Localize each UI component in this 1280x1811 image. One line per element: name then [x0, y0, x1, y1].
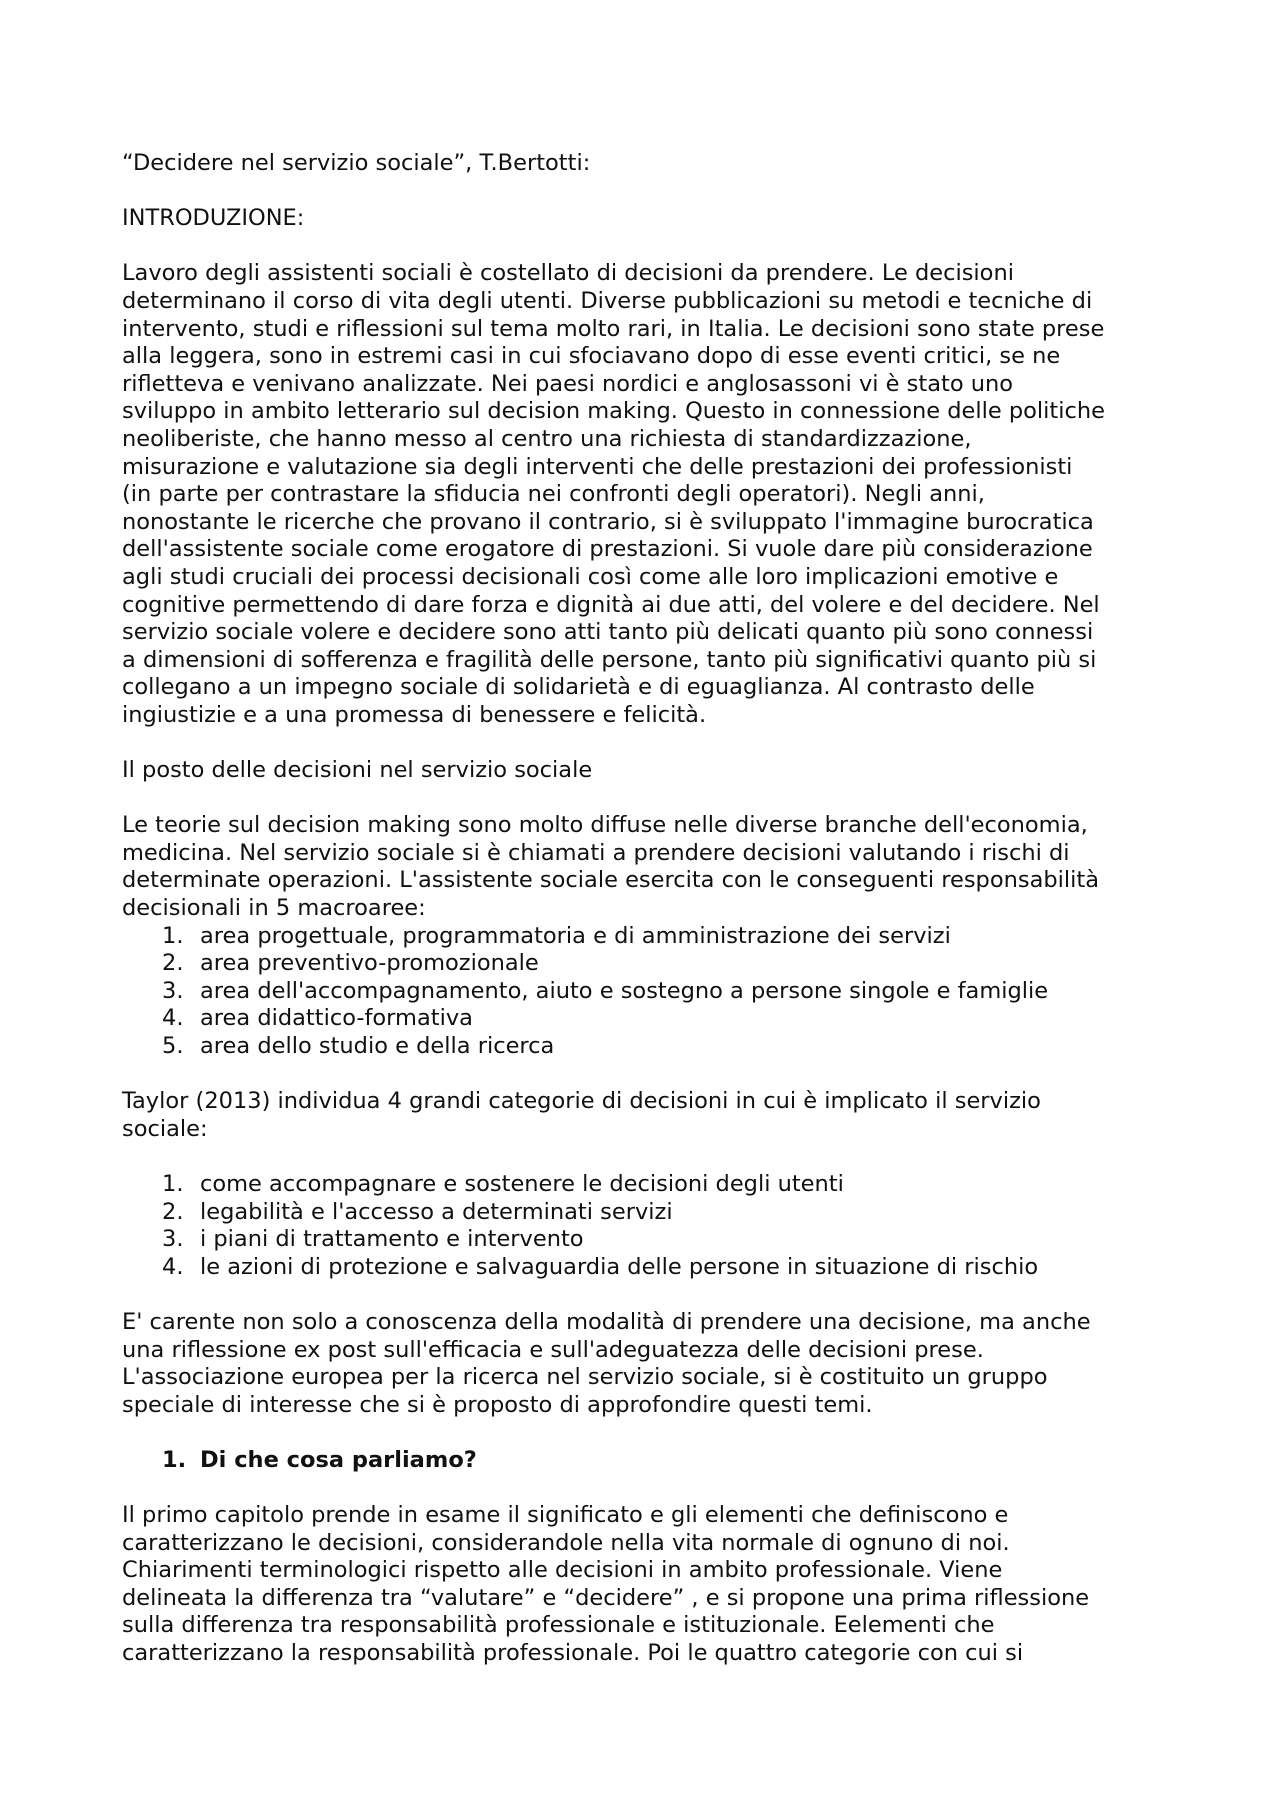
text-line: servizio sociale volere e decidere sono atti tanto più delicati quanto più sono connessi — [122, 619, 1094, 646]
text-line: Il primo capitolo prende in esame il significato e gli elementi che definiscono e — [122, 1502, 1009, 1529]
list-item — [122, 1033, 1182, 1061]
text-line: L'associazione europea per la ricerca nel servizio sociale, si è costituito un gruppo — [122, 1364, 1048, 1391]
taylor-paragraph — [122, 1088, 1182, 1143]
text-line: misurazione e valutazione sia degli interventi che delle prestazioni dei professionisti — [122, 453, 1073, 480]
list-text: le azioni di protezione e salvaguardia delle persone in situazione di rischio — [200, 1253, 1039, 1280]
list-number: 5. — [162, 1033, 184, 1059]
text-line: determinano il corso di vita degli utenti. Diverse pubblicazioni su metodi e tecniche di — [122, 287, 1093, 314]
list-item — [122, 1005, 1182, 1033]
text-line: dell'assistente sociale come erogatore di prestazioni. Si vuole dare più considerazione — [122, 536, 1093, 563]
chapter-number: 1. — [162, 1446, 187, 1473]
list-number: 1. — [162, 1170, 184, 1197]
text-line: sviluppo in ambito letterario sul decision making. Questo in connessione delle politiche — [122, 398, 1105, 425]
section-paragraph — [122, 812, 1182, 922]
chapter-text: Di che cosa parliamo? — [200, 1446, 477, 1473]
text-line: una riflessione ex post sull'efficacia e sull'adeguatezza delle decisioni prese. — [122, 1336, 984, 1363]
list-text: area progettuale, programmatoria e di amministrazione dei servizi — [200, 922, 951, 949]
list-item — [122, 1254, 1182, 1282]
list-text: area dell'accompagnamento, aiuto e sostegno a persone singole e famiglie — [200, 977, 1049, 1004]
text-line: intervento, studi e riflessioni sul tema molto rari, in Italia. Le decisioni sono state prese — [122, 315, 1105, 342]
macroareas-list — [122, 923, 1182, 1061]
list-item — [122, 978, 1182, 1006]
list-number: 2. — [162, 1198, 184, 1225]
chapter-title — [122, 1447, 1182, 1475]
text-line: neoliberiste, che hanno messo al centro una richiesta di standardizzazione, — [122, 425, 972, 452]
text-line: delineata la differenza tra “valutare” e “decidere” , e si propone una prima riflessione — [122, 1584, 1090, 1611]
list-number: 1. — [162, 922, 184, 949]
list-number: 4. — [162, 1005, 184, 1032]
text-line: collegano a un impegno sociale di solidarietà e di eguaglianza. Al contrasto delle — [122, 674, 1035, 701]
list-text: i piani di trattamento e intervento — [200, 1226, 584, 1253]
list-item — [122, 923, 1182, 951]
list-number: 3. — [162, 1226, 184, 1253]
categories-list — [122, 1171, 1182, 1281]
list-text: area dello studio e della ricerca — [200, 1033, 555, 1059]
list-number: 4. — [162, 1253, 184, 1280]
intro-paragraph — [122, 260, 1182, 729]
text-line: agli studi cruciali dei processi decisionali così come alle loro implicazioni emotive e — [122, 563, 1059, 590]
document-page — [122, 150, 1182, 1668]
text-line: speciale di interesse che si è proposto di approfondire questi temi. — [122, 1391, 873, 1418]
text-line: caratterizzano la responsabilità professionale. Poi le quattro categorie con cui si — [122, 1640, 1024, 1667]
intro-heading: INTRODUZIONE: — [122, 205, 305, 232]
section-heading: Il posto delle decisioni nel servizio sociale — [122, 757, 593, 784]
chapter-paragraph — [122, 1502, 1182, 1668]
text-line: determinate operazioni. L'assistente sociale esercita con le conseguenti responsabilità — [122, 867, 1100, 894]
text-line: cognitive permettendo di dare forza e dignità ai due atti, del volere e del decidere. Nel — [122, 591, 1100, 618]
text-line: Le teorie sul decision making sono molto diffuse nelle diverse branche dell'economia, — [122, 812, 1088, 839]
text-line: caratterizzano le decisioni, considerandole nella vita normale di ognuno di noi. — [122, 1529, 1010, 1556]
chapter-heading — [122, 1447, 1182, 1475]
list-text: legabilità e l'accesso a determinati servizi — [200, 1198, 673, 1225]
text-line: Chiarimenti terminologici rispetto alle decisioni in ambito professionale. Viene — [122, 1557, 1003, 1584]
text-line: (in parte per contrastare la sfiducia nei confronti degli operatori). Negli anni, — [122, 481, 985, 508]
text-line: E' carente non solo a conoscenza della modalità di prendere una decisione, ma anche — [122, 1308, 1091, 1335]
document-title: “Decidere nel servizio sociale”, T.Bertotti: — [122, 150, 591, 176]
text-line: alla leggera, sono in estremi casi in cui sfociavano dopo di esse eventi critici, se ne — [122, 343, 1061, 370]
text-line: a dimensioni di sofferenza e fragilità delle persone, tanto più significativi quanto più si — [122, 646, 1097, 673]
list-item — [122, 950, 1182, 978]
list-text: come accompagnare e sostenere le decisioni degli utenti — [200, 1170, 844, 1197]
text-line: rifletteva e venivano analizzate. Nei paesi nordici e anglosassoni vi è stato uno — [122, 370, 1014, 397]
list-number: 3. — [162, 977, 184, 1004]
list-item — [122, 1226, 1182, 1254]
list-number: 2. — [162, 950, 184, 977]
text-line: ingiustizie e a una promessa di benessere e felicità. — [122, 701, 707, 728]
text-line: sociale: — [122, 1115, 208, 1142]
carente-paragraph — [122, 1309, 1182, 1419]
list-text: area preventivo-promozionale — [200, 950, 539, 977]
text-line: Taylor (2013) individua 4 grandi categorie di decisioni in cui è implicato il servizio — [122, 1088, 1041, 1115]
text-line: sulla differenza tra responsabilità professionale e istituzionale. Eelementi che — [122, 1612, 995, 1639]
list-text: area didattico-formativa — [200, 1005, 473, 1032]
text-line: decisionali in 5 macroaree: — [122, 895, 426, 922]
text-line: medicina. Nel servizio sociale si è chiamati a prendere decisioni valutando i rischi di — [122, 839, 1070, 866]
list-item — [122, 1199, 1182, 1227]
list-item — [122, 1171, 1182, 1199]
text-line: nonostante le ricerche che provano il contrario, si è sviluppato l'immagine burocratica — [122, 508, 1094, 535]
text-line: Lavoro degli assistenti sociali è costellato di decisioni da prendere. Le decisioni — [122, 260, 1014, 287]
